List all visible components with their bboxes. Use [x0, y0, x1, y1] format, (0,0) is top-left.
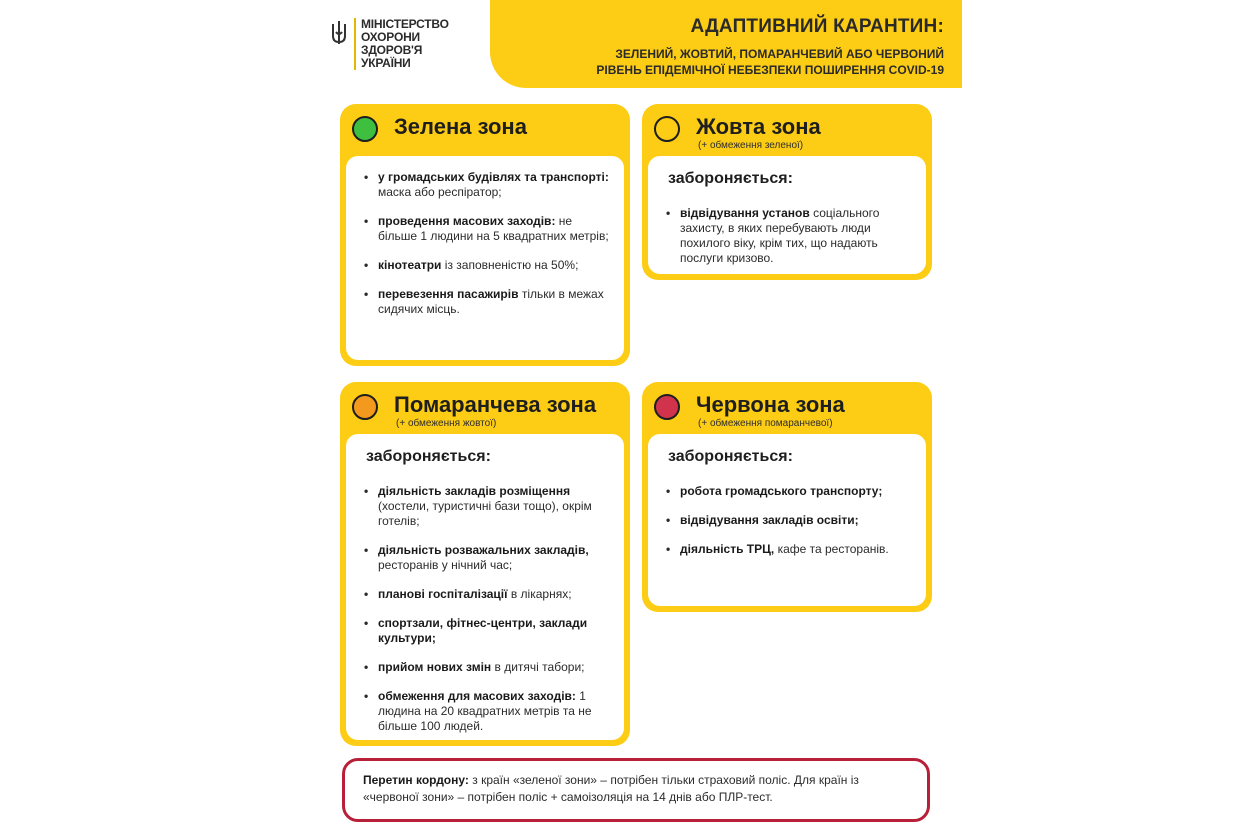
ministry-line: МІНІСТЕРСТВО: [361, 17, 449, 31]
ministry-line: УКРАЇНИ: [361, 56, 411, 70]
yellow-zone-card: [642, 104, 932, 280]
orange-dot-icon: [352, 394, 378, 420]
trident-icon: [330, 20, 348, 46]
item-text: ресторанів у нічний час;: [378, 558, 513, 572]
list-item: [666, 206, 912, 266]
item-bold: планові госпіталізації: [378, 587, 508, 601]
item-bold: діяльність розважальних закладів,: [378, 543, 589, 557]
list-item: [364, 616, 610, 646]
list-item: [364, 484, 610, 529]
zone-header: [340, 382, 630, 434]
page-title: АДАПТИВНИЙ КАРАНТИН:: [690, 16, 944, 37]
item-text: із заповненістю на 50%;: [441, 258, 579, 272]
item-bold: перевезення пасажирів: [378, 287, 519, 301]
red-dot-icon: [654, 394, 680, 420]
zone-header: [642, 382, 932, 434]
item-bold: робота громадського транспорту;: [680, 484, 883, 498]
item-text: тільки в межах сидячих місць.: [378, 287, 604, 316]
ministry-line: ЗДОРОВ'Я: [361, 43, 423, 57]
forbidden-heading: забороняється:: [668, 170, 793, 187]
item-text: не більше 1 людини на 5 квадратних метрів;: [378, 214, 609, 243]
item-text: соціального захисту, в яких перебувають люди похилого віку, крім тих, що надають послуги кризово.: [680, 206, 880, 265]
list-item: [364, 689, 610, 734]
zone-title: Зелена зона: [394, 114, 527, 139]
yellow-dot-icon: [654, 116, 680, 142]
orange-zone-card: [340, 382, 630, 746]
item-bold: діяльність закладів розміщення: [378, 484, 571, 498]
zone-title: Жовта зона: [696, 114, 821, 139]
zone-note: (+ обмеження зеленої): [698, 140, 804, 151]
item-text: кафе та ресторанів.: [774, 542, 889, 556]
zone-title: Помаранчева зона: [394, 392, 597, 417]
item-text: маска або респіратор;: [378, 185, 502, 199]
rules-list: [666, 206, 912, 266]
item-bold: проведення масових заходів:: [378, 214, 556, 228]
note-bold: Перетин кордону:: [363, 773, 469, 787]
page-subtitle-line-1: ЗЕЛЕНИЙ, ЖОВТИЙ, ПОМАРАНЧЕВИЙ АБО ЧЕРВОНИЙ: [615, 47, 944, 61]
list-item: [364, 258, 610, 273]
zone-body: [346, 156, 624, 360]
green-dot-icon: [352, 116, 378, 142]
zone-body: [648, 156, 926, 274]
zone-note: (+ обмеження помаранчевої): [698, 418, 833, 429]
green-zone-card: [340, 104, 630, 366]
ministry-logo: [330, 18, 449, 70]
zone-body: [648, 434, 926, 606]
zone-header: [340, 104, 630, 156]
zone-header: [642, 104, 932, 156]
item-bold: відвідування установ: [680, 206, 810, 220]
list-item: [364, 170, 610, 200]
zone-title: Червона зона: [696, 392, 845, 417]
item-bold: спортзали, фітнес-центри, заклади культури;: [378, 616, 588, 645]
list-item: [666, 542, 912, 557]
forbidden-heading: забороняється:: [366, 448, 491, 465]
ministry-line: ОХОРОНИ: [361, 30, 420, 44]
item-bold: відвідування закладів освіти;: [680, 513, 859, 527]
item-bold: обмеження для масових заходів:: [378, 689, 576, 703]
list-item: [364, 214, 610, 244]
list-item: [364, 287, 610, 317]
item-text: 1 людина на 20 квадратних метрів та не більше 100 людей.: [378, 689, 592, 733]
forbidden-heading: забороняється:: [668, 448, 793, 465]
item-bold: прийом нових змін: [378, 660, 492, 674]
rules-list: [364, 484, 610, 734]
header-banner: [490, 0, 962, 88]
item-bold: у громадських будівлях та транспорті:: [378, 170, 609, 184]
item-text: (хостели, туристичні бази тощо), окрім готелів;: [378, 499, 592, 528]
zone-note: (+ обмеження жовтої): [396, 418, 497, 429]
border-crossing-note: [342, 758, 930, 822]
red-zone-card: [642, 382, 932, 612]
list-item: [364, 660, 610, 675]
zone-body: [346, 434, 624, 740]
item-bold: діяльність ТРЦ,: [680, 542, 775, 556]
list-item: [364, 587, 610, 602]
item-bold: кінотеатри: [378, 258, 442, 272]
list-item: [666, 513, 912, 528]
item-text: в дитячі табори;: [491, 660, 585, 674]
rules-list: [364, 170, 610, 317]
list-item: [364, 543, 610, 573]
quarantine-poster: [320, 0, 962, 833]
list-item: [666, 484, 912, 499]
note-text: з країн «зеленої зони» – потрібен тільки страховий поліс. Для країн із «червоної зони» – потрібен поліс + самоізоляція на 14 днів або ПЛР-тест.: [363, 773, 859, 804]
page-subtitle-line-2: РІВЕНЬ ЕПІДЕМІЧНОЇ НЕБЕЗПЕКИ ПОШИРЕННЯ COVID-19: [596, 63, 944, 77]
item-text: в лікарнях;: [507, 587, 572, 601]
ministry-name: [354, 18, 449, 70]
rules-list: [666, 484, 912, 557]
